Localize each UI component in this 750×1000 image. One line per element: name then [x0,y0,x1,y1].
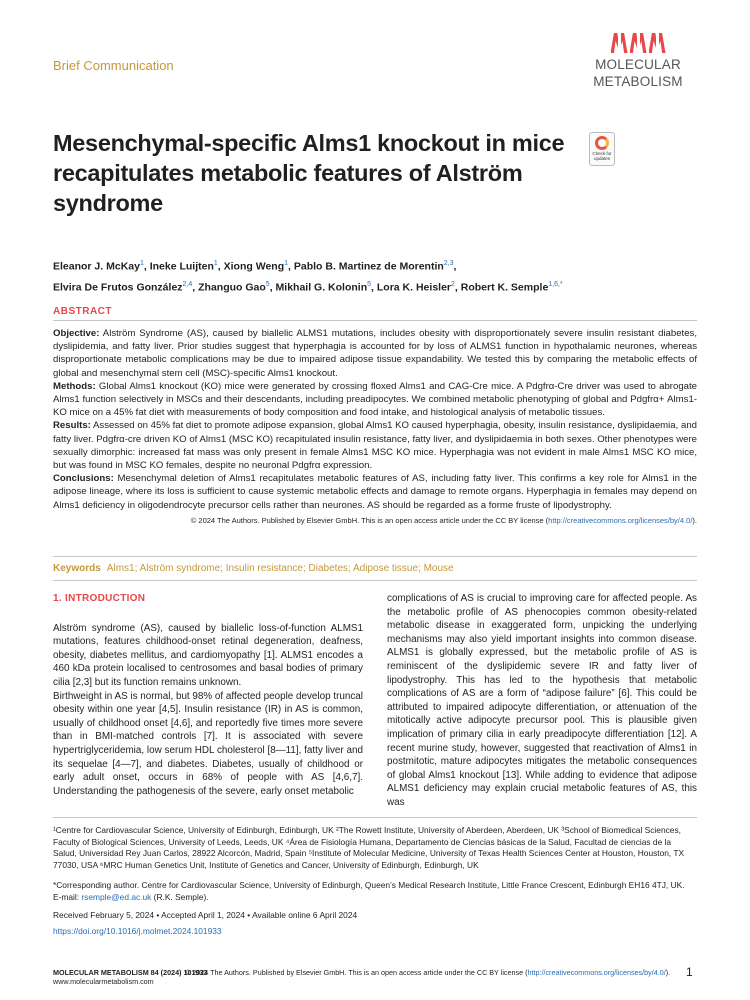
abstract-methods [53,380,697,420]
abstract-conclusions [53,472,697,512]
author[interactable]: Robert K. Semple [460,281,549,293]
author-affiliation[interactable]: 1 [139,260,144,267]
section-label: Brief Communication [53,58,174,73]
author[interactable]: Mikhail G. Kolonin [275,281,368,293]
divider [53,556,697,557]
keywords-list: Alms1; Alström syndrome; Insulin resistance; Diabetes; Adipose tissue; Mouse [106,563,454,574]
journal-logo[interactable] [588,33,688,89]
footer-license-end: ). [665,968,671,977]
footer-license-link[interactable]: http://creativecommons.org/licenses/by/4.0/ [527,968,666,977]
author[interactable]: Lora K. Heisler [376,281,452,293]
check-updates-icon [595,136,609,150]
conclusions-text: Mesenchymal deletion of Alms1 recapitulates metabolic features of AS, including fatty liver. This confirms a key role for Alms1 in the adipose lineage, where its loss is sufficient to cause systemic metabolic effects and damage to remote organs. Hyperphagia in females may depend on Alms1 deficiency in oligodendrocyte precursor cells rather than neurones. AS should be regarded as a forme fruste of lipodystrophy. [53,473,697,511]
author-affiliation[interactable]: 1 [213,260,218,267]
logo-line2: METABOLISM [593,74,683,89]
objective-text: Alström Syndrome (AS), caused by biallelic ALMS1 mutations, includes obesity with disproportionately severe insulin resistant diabetes, dyslipidemia, and fatty liver. Prior studies suggest that hyperphagia is accounted for by loss of ALMS1 function in hypothalamic neurones, whereas disproportionate metabolic complications may be due to impaired adipose tissue expandability. We tested this by comparing the metabolic effects of global and mesenchymal stem cell (MSC)-specific Alms1 knockout. [53,328,698,379]
corresponding-text: *Corresponding author. Centre for Cardiovascular Science, University of Edinburgh, Queen’s Medical Research Institute, Little France Crescent, Edinburgh EH16 4TJ, UK. [53,880,685,890]
divider [53,817,697,818]
paragraph: Birthweight in AS is normal, but 98% of affected people develop truncal obesity within one year [4,5]. Insulin resistance (IR) in AS is common, usually of childhood onset [4,6], and reportedly five times more severe than in BMI-matched controls [7]. It is associated with severe hypertriglyceridemia, low serum HDL cholesterol [8—11], fatty liver and its sequelae [4—7], and diabetes. Diabetes, usually of childhood or early adult onset, occurs in 68% of people with AS [4,6,7]. Understanding the pathogenesis of the severe, early onset metabolic [53,690,363,797]
corresponding-author [53,880,697,903]
methods-text: Global Alms1 knockout (KO) mice were generated by crossing floxed Alms1 and CAG-Cre mice. A Pdgfrα-Cre driver was used to abrogate Alms1 function selectively in MSCs and their descendants, including preadipocytes. We combined metabolic phenotyping of global and Pdgfrα+ Alms1-KO mice on a 45% fat diet with measurements of body composition and food intake, and histological analysis of metabolic tissues. [53,380,697,419]
check-for-updates-button[interactable] [589,132,615,166]
article-dates: Received February 5, 2024 • Accepted April 1, 2024 • Available online 6 April 2024 [53,910,358,920]
abstract-objective [53,327,697,380]
objective-label: Objective: [53,328,100,339]
email-label: E-mail: [53,891,82,902]
logo-line1: MOLECULAR [595,57,681,72]
footer-website[interactable]: www.molecularmetabolism.com [53,977,154,986]
methods-label: Methods: [53,380,96,392]
footer-license-text: © 2024 The Authors. Published by Elsevier GmbH. This is an open access article under the CC BY license ( [185,968,528,977]
author-affiliation[interactable]: 2,4 [182,280,193,288]
license-link[interactable]: http://creativecommons.org/licenses/by/4.0/ [548,515,693,525]
results-text: Assessed on 45% fat diet to promote adipose expansion, global Alms1 KO caused hyperphagia, obesity, insulin resistance, dyslipidaemia, and fatty liver. Pdgfrα-cre driven KO of Alms1 (MSC KO) recapitulated insulin resistance, fatty liver, and dyslipidaemia in both sexes. Other phenotypes were sexually dimorphic: increased fat mass was only present in female Alms1 MSC KO mice. Hyperphagia was not evident in male Alms1 MSC KO mice, but was found in MSC KO females, despite no neuronal Pdgfrα expression. [53,420,697,472]
results-label: Results: [53,420,91,432]
page-number: 1 [686,965,693,979]
section-heading-introduction: 1. INTRODUCTION [53,593,146,604]
body-column-right [387,592,697,810]
author-list: Eleanor J. McKay$^1$, Ineke Luijten$^1$, Xiong Weng$^1$, Pablo B. Martinez de Morentin$^{2,3}$, Elvira De Frutos González$^{2,4}$, Zhanguo Gao$^5$, Mikhail G. Kolonin$^5$, Lora K. Heisler$^2$, Robert K. Semple$^{1,6,*}$ [53,260,563,293]
paragraph: complications of AS is crucial to improving care for affected people. As the metabolic profile of AS phenocopies common obesity-related metabolic disease in exaggerated form, unpicking the underlying mechanisms may also yield important insights into common disease. ALMS1 is globally expressed, but the metabolic profile of AS is reminiscent of the dyslipidemic severe IR and fatty liver of lipodystrophy. This has led to the hypothesis that metabolic complications of AS are a form of “adipose failure” [6]. This could be attributed to impaired adipocyte differentiation, or attenuation of the mitotically active adipocyte precursor pool. This is plausible given implication of primary cilia in early preadipocyte differentiation [12]. A recent murine study, however, suggested that reactivation of Alms1 in postmitotic, mature adipocytes mitigates the metabolic consequences of global Alms1 knockout [13]. While adding to evidence that adipose ALMS1 deficiency may explain crucial metabolic features of AS, this was [387,593,697,808]
author[interactable]: Elvira De Frutos González [53,281,183,293]
footer-journal-name: MOLECULAR METABOLISM 84 (2024) 101933 [53,968,208,977]
logo-mark-icon [588,33,688,55]
author[interactable]: Ineke Luijten [149,260,214,273]
author[interactable]: Pablo B. Martinez de Morentin [293,260,444,273]
email-suffix: (R.K. Semple). [151,891,209,902]
keywords [53,563,697,574]
author[interactable]: Zhanguo Gao [198,281,266,293]
article-title: Mesenchymal-specific Alms1 knockout in mice recapitulates metabolic features of Alström syndrome [53,130,565,216]
abstract-heading: ABSTRACT [53,306,112,317]
divider [53,320,697,321]
footer-license [185,968,670,977]
email-line [53,892,697,904]
abstract-body [53,327,697,527]
affiliations: ¹Centre for Cardiovascular Science, University of Edinburgh, Edinburgh, UK ²The Rowett Institute, University of Aberdeen, Aberdeen, UK ³School of Biomedical Sciences, Faculty of Biological Sciences, University of Leeds, Leeds, UK ⁴Área de Fisiología Humana, Departamento de Ciencias básicas de la Salud, Facultad de ciencias de la Salud, Universidad Rey Juan Carlos, 28922 Alcorcón, Madrid, Spain ⁵Institute of Molecular Medicine, University of Texas Health Sciences Center at Houston, Houston, TX 77030, USA ⁶MRC Human Genetics Unit, Institute of Genetics and Cancer, University of Edinburgh, Edinburgh, UK [53,825,685,870]
paragraph: Alström syndrome (AS), caused by biallelic loss-of-function ALMS1 mutations, features childhood-onset retinal degeneration, deafness, obesity, diabetes mellitus, and cardiomyopathy [1]. ALMS1 encodes a 460 kDa protein localised to centrosomes and basal bodies of primary cilia [2,3] but its function remains unknown. [53,622,363,688]
abstract-copyright [53,514,697,527]
author-affiliation[interactable]: 1,6,* [548,280,563,288]
body-column-left [53,592,363,798]
copyright-end: ). [692,515,697,525]
author-affiliation[interactable]: 5 [265,280,270,288]
divider [53,580,697,581]
conclusions-label: Conclusions: [53,473,114,485]
keywords-label: Keywords [53,563,101,574]
author[interactable]: Eleanor J. McKay [53,260,140,273]
doi-link[interactable]: https://doi.org/10.1016/j.molmet.2024.101933 [53,926,222,936]
copyright-text: © 2024 The Authors. Published by Elsevier GmbH. This is an open access article under the CC BY license ( [190,515,549,525]
author-affiliation[interactable]: 1 [284,260,289,267]
author-affiliation[interactable]: 2,3 [443,260,454,267]
author-affiliation[interactable]: 5 [367,280,372,288]
author[interactable]: Xiong Weng [223,260,285,273]
check-updates-label: Check for updates [592,151,612,161]
author-affiliation[interactable]: 2 [451,280,455,288]
abstract-results [53,419,697,472]
email-link[interactable]: rsemple@ed.ac.uk [81,891,152,902]
